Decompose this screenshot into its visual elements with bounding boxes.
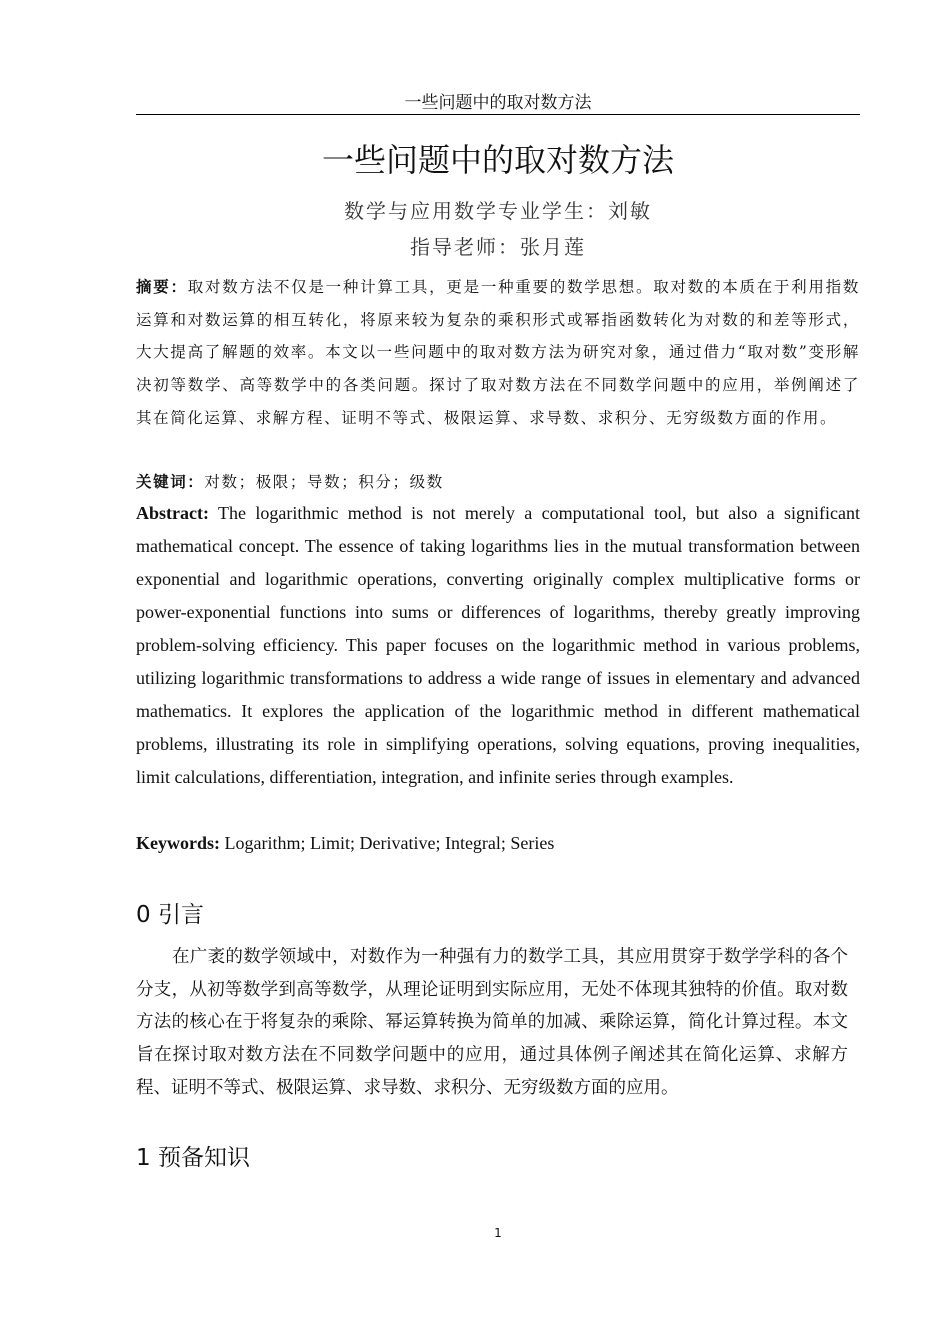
keywords-en-label: Keywords: (136, 833, 220, 853)
keywords-english (136, 827, 860, 860)
abstract-cn-text: 取对数方法不仅是一种计算工具，更是一种重要的数学思想。取对数的本质在于利用指数运算和对数运算的相互转化，将原来较为复杂的乘积形式或幂指函数转化为对数的和差等形式，大大提高了解题的效率。本文以一些问题中的取对数方法为研究对象，通过借力“取对数”变形解决初等数学、高等数学中的各类问题。探讨了取对数方法在不同数学问题中的应用，举例阐述了其在简化运算、求解方程、证明不等式、极限运算、求导数、求积分、无穷级数方面的作用。 (136, 278, 860, 427)
paper-title: 一些问题中的取对数方法 (321, 141, 674, 179)
page-number: 1 (494, 1226, 502, 1240)
keywords-cn-label: 关键词： (136, 472, 205, 491)
abstract-english (136, 497, 860, 794)
abstract-en-text: The logarithmic method is not merely a computational tool, but also a significant mathematical concept. The essence of taking logarithms lies in the mutual transformation between exponential and logarithmic operations, converting originally complex multiplicative forms or power-exponential functions into sums or differences of logarithms, thereby greatly improving problem-solving efficiency. This paper focuses on the logarithmic method in various problems, utilizing logarithmic transformations to address a wide range of issues in elementary and advanced mathematics. It explores the application of the logarithmic method in different mathematical problems, illustrating its role in simplifying operations, solving equations, proving inequalities, limit calculations, differentiation, integration, and infinite series through examples. (136, 503, 860, 787)
abstract-en-label: Abstract: (136, 503, 209, 523)
running-header: 一些问题中的取对数方法 (404, 93, 592, 113)
section-heading-introduction: 0 引言 (136, 902, 204, 928)
advisor-line: 指导老师：张月莲 (410, 235, 586, 259)
abstract-chinese (136, 271, 860, 435)
header-rule (136, 114, 860, 115)
keywords-chinese (136, 466, 860, 498)
author-line: 数学与应用数学专业学生：刘敏 (344, 199, 652, 223)
keywords-cn-text: 对数；极限；导数；积分；级数 (204, 473, 444, 491)
keywords-en-text: Logarithm; Limit; Derivative; Integral; Series (220, 833, 555, 853)
section-heading-preliminaries: 1 预备知识 (136, 1145, 250, 1171)
introduction-paragraph: 在广袤的数学领域中，对数作为一种强有力的数学工具，其应用贯穿于数学学科的各个分支，从初等数学到高等数学，从理论证明到实际应用，无处不体现其独特的价值。取对数方法的核心在于将复杂的乘除、幂运算转换为简单的加减、乘除运算，简化计算过程。本文旨在探讨取对数方法在不同数学问题中的应用，通过具体例子阐述其在简化运算、求解方程、证明不等式、极限运算、求导数、求积分、无穷级数方面的应用。 (136, 947, 848, 1098)
abstract-cn-label: 摘要： (136, 277, 188, 296)
